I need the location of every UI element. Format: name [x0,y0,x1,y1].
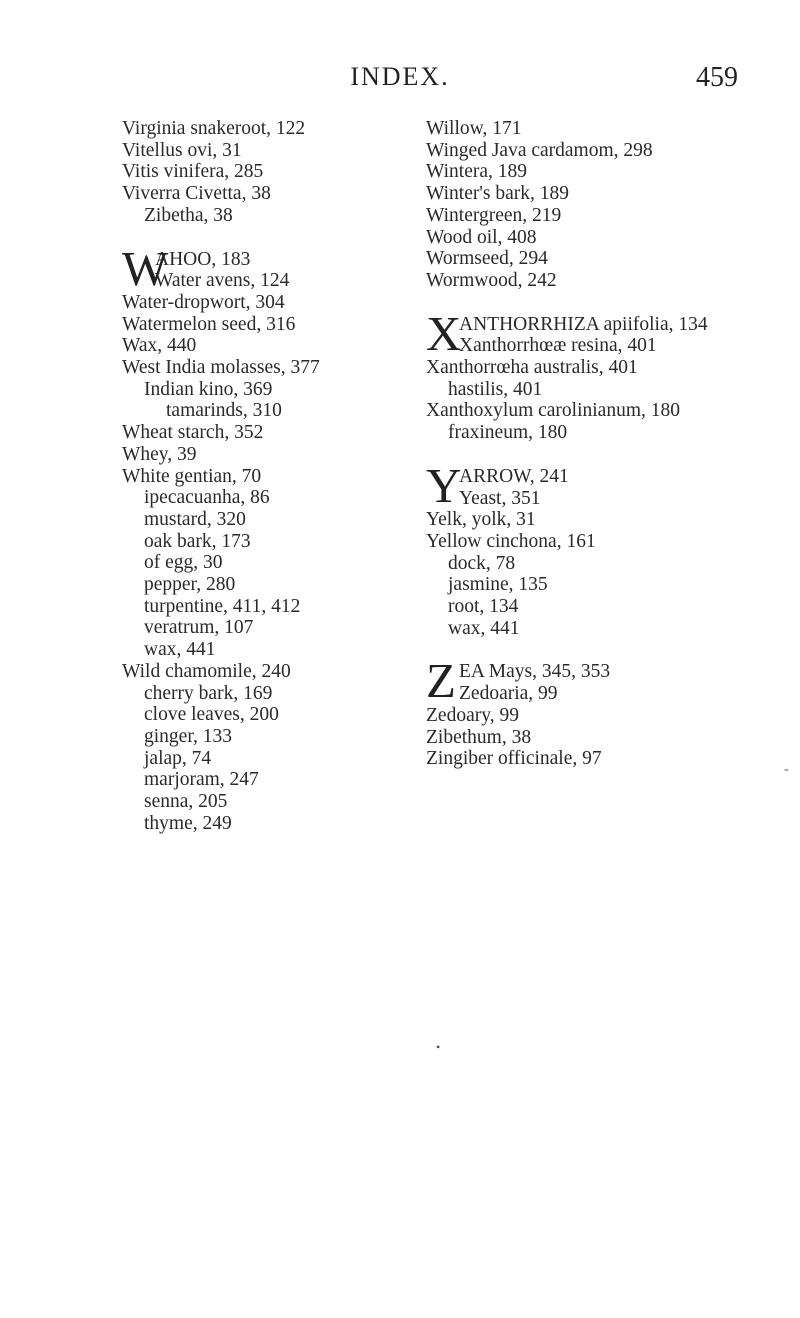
index-entry: Indian kino, 369 [144,378,273,400]
w-continued-entries [426,118,756,292]
index-entry: Yeast, 351 [459,487,541,509]
index-entry: senna, 205 [144,791,228,813]
index-entry: Virginia snakeroot, 122 [122,118,306,139]
index-entry: Wheat starch, 352 [122,422,264,444]
index-entry: Xanthorrœha australis, 401 [426,357,638,379]
index-entry: Yellow cinchona, 161 [426,530,596,552]
z-section [426,653,756,770]
w-section [122,240,442,835]
index-entry: oak bark, 173 [144,530,251,552]
x-section [426,305,756,444]
index-entry: Water-dropwort, 304 [122,291,285,313]
y-section [426,457,756,640]
index-entry: West India molasses, 377 [122,357,320,379]
index-entry: pepper, 280 [144,574,236,596]
page-title: INDEX. [350,62,450,91]
index-entry: root, 134 [448,596,519,618]
index-entry: ipecacuanha, 86 [144,487,270,509]
section-gap [426,444,756,466]
index-entry: jalap, 74 [144,747,212,769]
index-entry: Zingiber officinale, 97 [426,748,602,770]
v-entries [122,118,442,227]
index-entry: Winged Java cardamom, 298 [426,139,653,161]
index-entry: of egg, 30 [144,552,223,574]
index-entry: Wax, 440 [122,335,197,357]
index-entry: dock, 78 [448,552,516,574]
margin-mark: - [784,762,789,777]
index-entry: White gentian, 70 [122,465,262,487]
drop-cap-w: W [122,240,169,296]
index-entry: Whey, 39 [122,443,197,465]
x-entries [426,357,756,444]
index-entry: Xanthorrhœæ resina, 401 [459,335,657,357]
index-entry: Wild chamomile, 240 [122,660,291,682]
index-entry: Zedoaria, 99 [459,683,558,705]
index-entry: Wormwood, 242 [426,269,557,291]
index-entry: hastilis, 401 [448,378,543,400]
index-entry: Wormseed, 294 [426,248,548,270]
index-entry: wax, 441 [144,639,216,661]
index-entry: EA Mays, 345, 353 [459,661,611,683]
index-entry: Winter's bark, 189 [426,183,569,205]
section-gap [122,227,442,249]
index-entry: tamarinds, 310 [166,400,282,422]
index-entry: Zibethum, 38 [426,726,532,748]
right-column [426,118,756,770]
z-entries [426,705,756,770]
index-entry: Vitis vinifera, 285 [122,161,264,183]
index-entry: Water avens, 124 [155,270,290,292]
ink-dot: • [436,1040,441,1054]
index-entry: Zedoary, 99 [426,704,519,726]
index-entry: ARROW, 241 [459,465,569,487]
index-entry: fraxineum, 180 [448,422,568,444]
index-entry: cherry bark, 169 [144,682,273,704]
drop-cap-x: X [426,305,462,361]
index-entry: ginger, 133 [144,725,233,747]
index-entry: clove leaves, 200 [144,704,279,726]
index-entry: veratrum, 107 [144,617,254,639]
index-entry: Yelk, yolk, 31 [426,509,536,531]
index-entry: thyme, 249 [144,812,232,834]
index-entry: Wintergreen, 219 [426,204,562,226]
index-entry: AHOO, 183 [155,248,251,270]
index-entry: jasmine, 135 [448,574,548,596]
index-entry: Vitellus ovi, 31 [122,139,242,161]
index-entry: turpentine, 411, 412 [144,595,301,617]
index-entry: Wintera, 189 [426,161,528,183]
index-entry: marjoram, 247 [144,769,259,791]
drop-cap-y: Y [426,457,462,513]
drop-cap-z: Z [426,653,456,709]
page-number: 459 [696,62,738,93]
index-entry: Wood oil, 408 [426,226,537,248]
index-entry: Zibetha, 38 [144,204,233,226]
index-entry: ANTHORRHIZA apiifolia, 134 [459,313,708,335]
section-gap [426,639,756,661]
index-entry: wax, 441 [448,617,520,639]
index-entry: mustard, 320 [144,508,246,530]
index-entry: Viverra Civetta, 38 [122,183,271,205]
y-entries [426,509,756,639]
section-gap [426,292,756,314]
w-entries [122,292,442,835]
index-entry: Watermelon seed, 316 [122,313,296,335]
left-column [122,118,442,835]
index-entry: Xanthoxylum carolinianum, 180 [426,400,680,422]
index-entry: Willow, 171 [426,118,522,139]
